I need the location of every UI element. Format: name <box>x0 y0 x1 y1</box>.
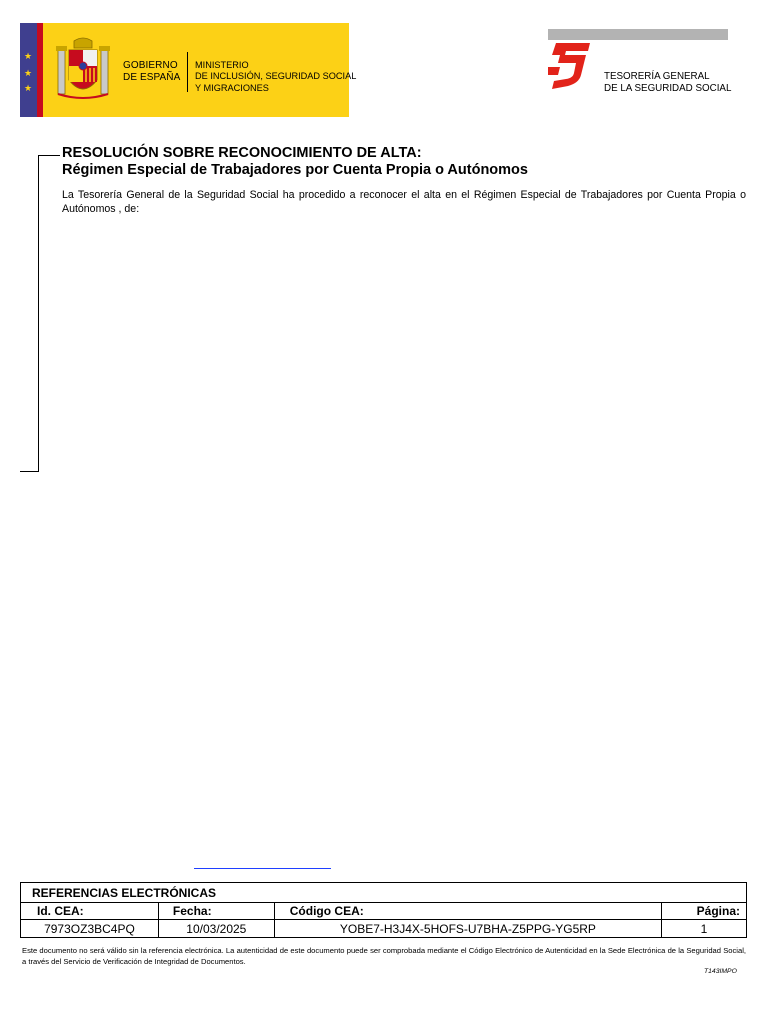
document-subtitle: Régimen Especial de Trabajadores por Cuenta Propia o Autónomos <box>62 162 528 178</box>
electronic-references-table <box>20 882 747 938</box>
id-cea-label: Id. CEA: <box>21 903 159 920</box>
star-icon: ★ <box>24 68 33 78</box>
banner-divider <box>187 52 188 92</box>
id-cea-value: 7973OZ3BC4PQ <box>21 920 159 938</box>
document-body: La Tesorería General de la Seguridad Social ha procedido a reconocer el alta en el Régimen Especial de Trabajadores por Cuenta Propia o Autónomos , de: <box>62 189 746 215</box>
link-underline <box>194 868 331 869</box>
date-label: Fecha: <box>158 903 274 920</box>
tgss-name: TESORERÍA GENERAL DE LA SEGURIDAD SOCIAL <box>604 71 732 94</box>
validity-note: Este documento no será válido sin la referencia electrónica. La autenticidad de este documento puede ser comprobada mediante el Código Electrónico de Autenticidad en la Sede Electrónica de la Seguridad Social, a través del Servicio de Verificación de Integridad de Documentos. <box>22 946 746 966</box>
bracket-side-line <box>38 155 39 472</box>
bracket-top-line <box>38 155 60 156</box>
date-value: 10/03/2025 <box>158 920 274 938</box>
eu-flag-stripe <box>20 23 37 117</box>
coat-of-arms-icon <box>56 36 110 104</box>
tgss-grey-bar <box>548 29 728 40</box>
form-code: T143IMPO <box>704 968 737 975</box>
tgss-logo-icon <box>548 43 590 93</box>
star-icon: ★ <box>24 83 33 93</box>
ministry-name: MINISTERIO DE INCLUSIÓN, SEGURIDAD SOCIAL Y MIGRACIONES <box>195 60 357 93</box>
flag-red-stripe <box>37 23 43 117</box>
star-icon: ★ <box>24 51 33 61</box>
bracket-bottom-line <box>20 471 39 472</box>
cea-code-label: Código CEA: <box>274 903 661 920</box>
references-heading: REFERENCIAS ELECTRÓNICAS <box>21 883 747 903</box>
cea-code-value: YOBE7-H3J4X-5HOFS-U7BHA-Z5PPG-YG5RP <box>274 920 661 938</box>
document-title: RESOLUCIÓN SOBRE RECONOCIMIENTO DE ALTA: <box>62 145 422 161</box>
page-label: Página: <box>662 903 747 920</box>
page-value: 1 <box>662 920 747 938</box>
government-name: GOBIERNO DE ESPAÑA <box>123 60 181 83</box>
